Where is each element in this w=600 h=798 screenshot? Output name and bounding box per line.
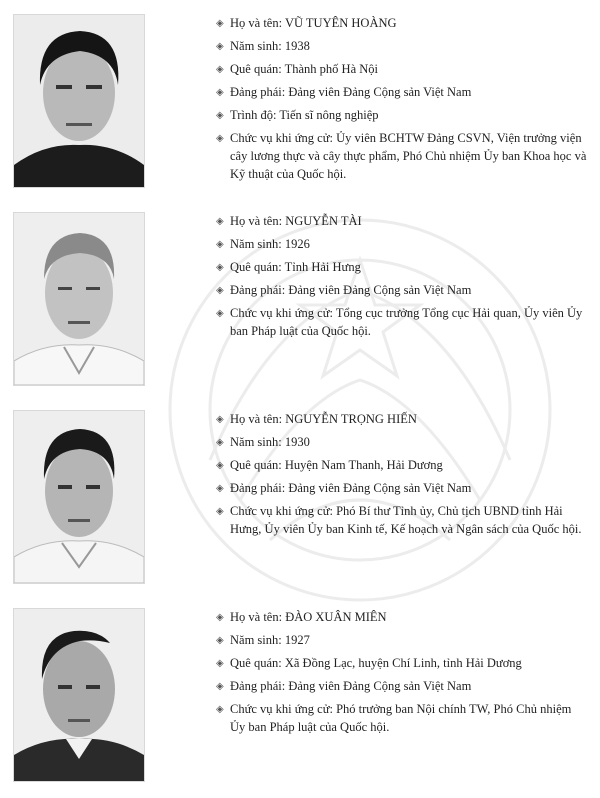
candidate-info-1	[216, 14, 588, 188]
name-field: ◈ Họ và tên: ĐÀO XUÂN MIÊN	[216, 608, 588, 626]
party-field: ◈ Đảng phái: Đảng viên Đảng Cộng sản Việt Nam	[216, 281, 588, 299]
party-field: ◈ Đảng phái: Đảng viên Đảng Cộng sản Việt Nam	[216, 479, 588, 497]
portrait-photo-4	[13, 608, 145, 782]
portrait-photo-1	[13, 14, 145, 188]
portrait-photo-icon	[14, 15, 144, 187]
candidate-entry-1	[0, 14, 600, 204]
diamond-bullet-icon: ◈	[216, 87, 224, 98]
name-field: ◈ Họ và tên: NGUYỄN TÀI	[216, 212, 588, 230]
name-field: ◈ Họ và tên: VŨ TUYÊN HOÀNG	[216, 14, 588, 32]
candidate-info-3	[216, 410, 588, 543]
candidate-entry-4	[0, 608, 600, 798]
candidate-entry-2	[0, 212, 600, 402]
diamond-bullet-icon: ◈	[216, 308, 224, 319]
position-field: ◈ Chức vụ khi ứng cử: Tổng cục trưởng Tổng cục Hải quan, Ủy viên Ủy ban Pháp luật của Quốc hội.	[216, 306, 583, 338]
hometown-field: ◈ Quê quán: Xã Đồng Lạc, huyện Chí Linh, tỉnh Hải Dương	[216, 654, 588, 672]
education-field: ◈ Trình độ: Tiến sĩ nông nghiệp	[216, 106, 588, 124]
diamond-bullet-icon: ◈	[216, 133, 224, 144]
party-field: ◈ Đảng phái: Đảng viên Đảng Cộng sản Việt Nam	[216, 83, 588, 101]
diamond-bullet-icon: ◈	[216, 658, 224, 669]
diamond-bullet-icon: ◈	[216, 414, 224, 425]
diamond-bullet-icon: ◈	[216, 681, 224, 692]
diamond-bullet-icon: ◈	[216, 704, 224, 715]
candidate-info-2	[216, 212, 588, 345]
portrait-photo-icon	[14, 609, 144, 781]
diamond-bullet-icon: ◈	[216, 506, 224, 517]
hometown-field: ◈ Quê quán: Tỉnh Hải Hưng	[216, 258, 588, 276]
diamond-bullet-icon: ◈	[216, 41, 224, 52]
position-field: ◈ Chức vụ khi ứng cử: Ủy viên BCHTW Đảng CSVN, Viện trưởng viện cây lương thực và cây thực phẩm, Phó Chủ nhiệm Ủy ban Khoa học và Kỹ thuật của Quốc hội.	[216, 131, 587, 181]
party-field: ◈ Đảng phái: Đảng viên Đảng Cộng sản Việt Nam	[216, 677, 588, 695]
hometown-field: ◈ Quê quán: Huyện Nam Thanh, Hải Dương	[216, 456, 588, 474]
candidate-info-4	[216, 608, 588, 741]
diamond-bullet-icon: ◈	[216, 64, 224, 75]
name-field: ◈ Họ và tên: NGUYỄN TRỌNG HIẾN	[216, 410, 588, 428]
diamond-bullet-icon: ◈	[216, 239, 224, 250]
diamond-bullet-icon: ◈	[216, 437, 224, 448]
candidate-entry-3	[0, 410, 600, 600]
portrait-photo-3	[13, 410, 145, 584]
hometown-field: ◈ Quê quán: Thành phố Hà Nội	[216, 60, 588, 78]
birth-year-field: ◈ Năm sinh: 1930	[216, 433, 588, 451]
position-field: ◈ Chức vụ khi ứng cử: Phó Bí thư Tỉnh ủy, Chủ tịch UBND tỉnh Hải Hưng, Ủy viên Ủy ban Kinh tế, Kế hoạch và Ngân sách của Quốc hội.	[216, 504, 582, 536]
diamond-bullet-icon: ◈	[216, 110, 224, 121]
diamond-bullet-icon: ◈	[216, 262, 224, 273]
portrait-photo-icon	[14, 411, 144, 583]
diamond-bullet-icon: ◈	[216, 612, 224, 623]
position-field: ◈ Chức vụ khi ứng cử: Phó trưởng ban Nội chính TW, Phó Chủ nhiệm Ủy ban Pháp luật của Quốc hội.	[216, 702, 572, 734]
diamond-bullet-icon: ◈	[216, 635, 224, 646]
diamond-bullet-icon: ◈	[216, 483, 224, 494]
portrait-photo-icon	[14, 213, 144, 385]
diamond-bullet-icon: ◈	[216, 216, 224, 227]
birth-year-field: ◈ Năm sinh: 1927	[216, 631, 588, 649]
diamond-bullet-icon: ◈	[216, 460, 224, 471]
birth-year-field: ◈ Năm sinh: 1938	[216, 37, 588, 55]
diamond-bullet-icon: ◈	[216, 285, 224, 296]
diamond-bullet-icon: ◈	[216, 18, 224, 29]
birth-year-field: ◈ Năm sinh: 1926	[216, 235, 588, 253]
portrait-photo-2	[13, 212, 145, 386]
